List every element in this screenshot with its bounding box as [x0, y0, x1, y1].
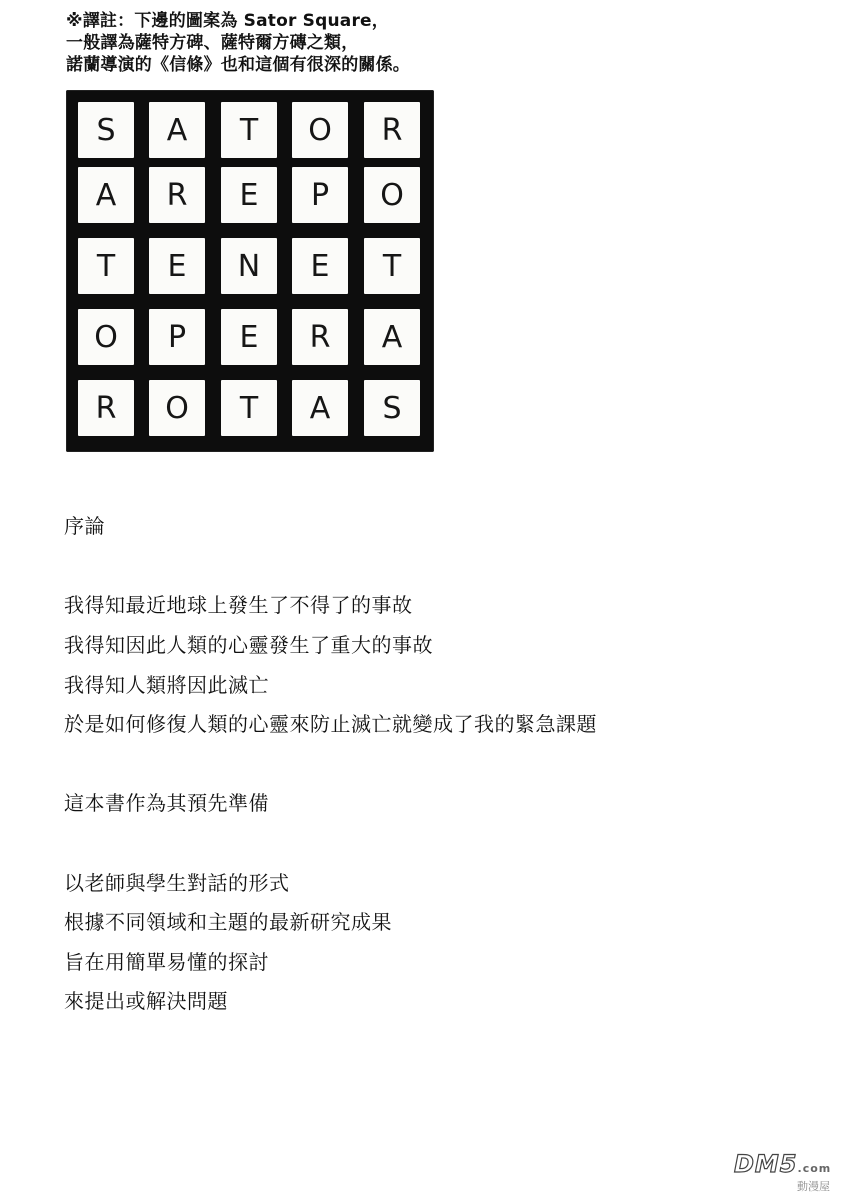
watermark-sub: 動漫屋: [797, 1180, 830, 1193]
note-line: ※譯註：下邊的圖案為 Sator Square，: [66, 11, 389, 31]
sator-row: [66, 303, 434, 365]
sator-cell: A: [78, 167, 134, 223]
watermark-logo: [734, 1150, 831, 1178]
sator-cell: E: [221, 167, 277, 223]
sator-cell: R: [364, 102, 420, 158]
watermark-suffix: .com: [797, 1162, 832, 1175]
sator-cell: S: [78, 102, 134, 158]
sator-cell: A: [292, 380, 348, 436]
sator-cell: T: [221, 102, 277, 158]
sator-cell: O: [364, 167, 420, 223]
sator-cell: O: [292, 102, 348, 158]
sator-cell: S: [364, 380, 420, 436]
translator-note: [66, 10, 446, 76]
sator-cell: T: [78, 238, 134, 294]
body-line: 於是如何修復人類的心靈來防止滅亡就變成了我的緊急課題: [64, 712, 597, 736]
watermark-logo-text: DM5: [734, 1150, 798, 1178]
sator-square: [66, 90, 434, 452]
sator-row: [66, 161, 434, 223]
note-line: 諾蘭導演的《信條》也和這個有很深的關係。: [66, 55, 410, 75]
sator-cell: A: [149, 102, 205, 158]
sator-cell: T: [364, 238, 420, 294]
sator-row: [66, 90, 434, 152]
sator-cell: O: [149, 380, 205, 436]
body-line: 我得知人類將因此滅亡: [64, 673, 269, 697]
sator-cell: R: [78, 380, 134, 436]
sator-cell: E: [221, 309, 277, 365]
note-line: 一般譯為薩特方碑、薩特爾方磚之類，: [66, 33, 359, 53]
sator-cell: N: [221, 238, 277, 294]
sator-cell: P: [149, 309, 205, 365]
body-line: 根據不同領域和主題的最新研究成果: [64, 910, 392, 934]
body-line: 來提出或解決問題: [64, 989, 228, 1013]
site-watermark: [734, 1150, 830, 1192]
sator-cell: T: [221, 380, 277, 436]
sator-cell: R: [292, 309, 348, 365]
sator-cell: O: [78, 309, 134, 365]
body-line: 以老師與學生對話的形式: [64, 871, 290, 895]
body-line: 我得知因此人類的心靈發生了重大的事故: [64, 633, 433, 657]
sator-cell: E: [149, 238, 205, 294]
sator-row: [66, 232, 434, 294]
sator-cell: A: [364, 309, 420, 365]
body-line: 我得知最近地球上發生了不得了的事故: [64, 593, 413, 617]
sator-cell: P: [292, 167, 348, 223]
section-heading: 序論: [64, 514, 105, 538]
body-line: 這本書作為其預先準備: [64, 791, 269, 815]
sator-row: [66, 374, 434, 436]
sator-cell: E: [292, 238, 348, 294]
sator-cell: R: [149, 167, 205, 223]
body-line: 旨在用簡單易懂的探討: [64, 950, 269, 974]
